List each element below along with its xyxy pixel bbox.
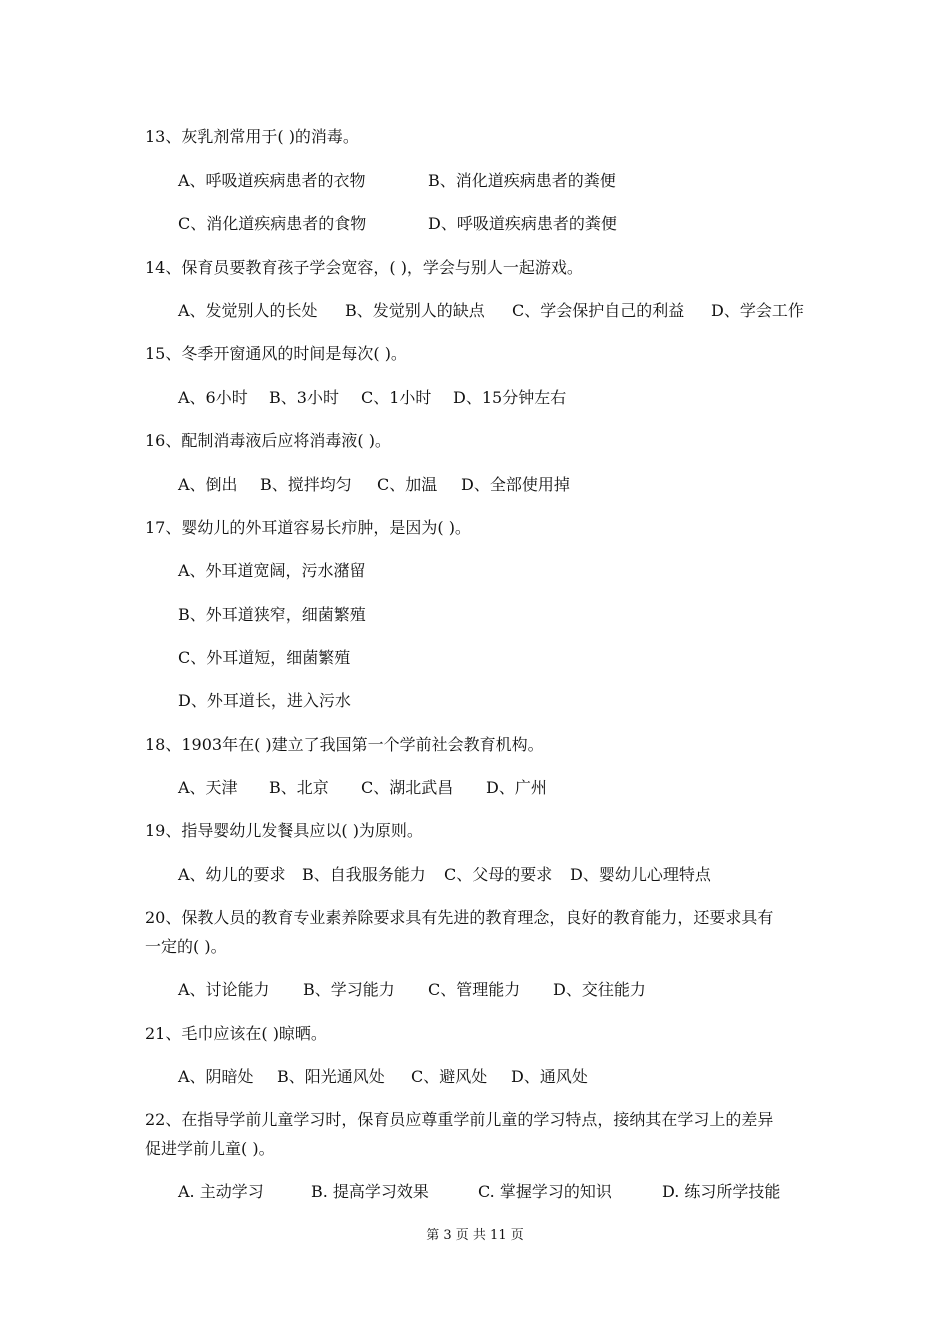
question-18: 18、1903年在( )建立了我国第一个学前社会教育机构。 xyxy=(145,735,544,754)
option-b: B、发觉别人的缺点 xyxy=(345,301,485,320)
question-22-continued: 促进学前儿童( )。 xyxy=(145,1139,275,1158)
option-a: A、阴暗处 xyxy=(178,1067,254,1086)
option-d: D、全部使用掉 xyxy=(461,475,570,494)
option-b: B、自我服务能力 xyxy=(302,865,426,884)
option-a: A、幼儿的要求 xyxy=(178,865,286,884)
option-c: C、管理能力 xyxy=(428,980,521,999)
option-b: B. 提高学习效果 xyxy=(311,1182,429,1201)
question-14: 14、保育员要教育孩子学会宽容，( )，学会与别人一起游戏。 xyxy=(145,258,583,277)
question-20-continued: 一定的( )。 xyxy=(145,937,227,956)
option-c: C、加温 xyxy=(377,475,438,494)
question-15: 15、冬季开窗通风的时间是每次( )。 xyxy=(145,344,407,363)
question-22: 22、在指导学前儿童学习时，保育员应尊重学前儿童的学习特点，接纳其在学习上的差异 xyxy=(145,1110,774,1129)
option-b: B、3小时 xyxy=(269,388,339,407)
option-c: C、湖北武昌 xyxy=(361,778,454,797)
question-21: 21、毛巾应该在( )晾晒。 xyxy=(145,1024,327,1043)
option-c: C、父母的要求 xyxy=(444,865,553,884)
option-a: A. 主动学习 xyxy=(178,1182,264,1201)
option-a: A、倒出 xyxy=(178,475,238,494)
option-d: D、外耳道长，进入污水 xyxy=(178,691,351,710)
page-footer: 第 3 页 共 11 页 xyxy=(426,1228,524,1243)
option-d: D、15分钟左右 xyxy=(453,388,567,407)
option-a: A、外耳道宽阔，污水潴留 xyxy=(178,561,366,580)
question-13: 13、灰乳剂常用于( )的消毒。 xyxy=(145,127,359,146)
option-b: B、学习能力 xyxy=(303,980,395,999)
option-c: C、消化道疾病患者的食物 xyxy=(178,214,367,233)
option-d: D、呼吸道疾病患者的粪便 xyxy=(428,214,617,233)
option-b: B、搅拌均匀 xyxy=(260,475,352,494)
option-d: D、通风处 xyxy=(511,1067,588,1086)
option-a: A、天津 xyxy=(178,778,238,797)
question-20: 20、保教人员的教育专业素养除要求具有先进的教育理念，良好的教育能力，还要求具有 xyxy=(145,908,774,927)
option-b: B、北京 xyxy=(269,778,329,797)
option-b: B、消化道疾病患者的粪便 xyxy=(428,171,616,190)
option-b: B、阳光通风处 xyxy=(277,1067,385,1086)
option-a: A、讨论能力 xyxy=(178,980,270,999)
option-d: D、交往能力 xyxy=(553,980,646,999)
option-d: D、学会工作 xyxy=(711,301,804,320)
option-a: A、呼吸道疾病患者的衣物 xyxy=(178,171,366,190)
option-a: A、6小时 xyxy=(178,388,248,407)
question-17: 17、婴幼儿的外耳道容易长疖肿，是因为( )。 xyxy=(145,518,471,537)
option-a: A、发觉别人的长处 xyxy=(178,301,318,320)
option-c: C、外耳道短，细菌繁殖 xyxy=(178,648,351,667)
option-c: C、避风处 xyxy=(411,1067,488,1086)
option-c: C、1小时 xyxy=(361,388,432,407)
option-b: B、外耳道狭窄，细菌繁殖 xyxy=(178,605,366,624)
option-d: D、广州 xyxy=(486,778,547,797)
option-c: C、学会保护自己的利益 xyxy=(512,301,685,320)
question-16: 16、配制消毒液后应将消毒液( )。 xyxy=(145,431,391,450)
question-19: 19、指导婴幼儿发餐具应以( )为原则。 xyxy=(145,821,423,840)
option-d: D. 练习所学技能 xyxy=(662,1182,781,1201)
option-d: D、婴幼儿心理特点 xyxy=(570,865,711,884)
option-c: C. 掌握学习的知识 xyxy=(478,1182,612,1201)
